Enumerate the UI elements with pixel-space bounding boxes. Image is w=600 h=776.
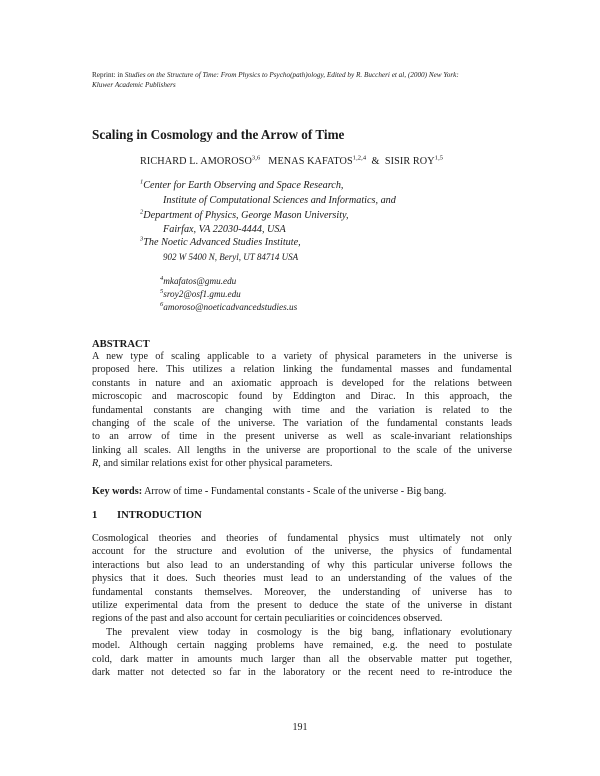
abstract-line: changing of the scale of the universe. The variation of the fundamental constants leads	[92, 418, 512, 430]
body-line: Cosmological theories and theories of fundamental physics must ultimately not only	[92, 533, 512, 544]
body-line: interactions but also lead to an understanding of why this particular universe follows the	[92, 559, 512, 571]
affiliation-line: Fairfax, VA 22030-4444, USA	[163, 224, 286, 235]
section-heading	[92, 510, 202, 521]
abstract-line: A new type of scaling applicable to a variety of physical parameters in the universe is	[92, 351, 512, 362]
email-line	[160, 302, 297, 312]
body-line: fundamental constants themselves. Moreover, the understanding of universe has to	[92, 586, 512, 598]
email-sup: 6	[160, 300, 164, 308]
email-address: amoroso@noeticadvancedstudies.us	[163, 302, 298, 312]
affiliation-text: The Noetic Advanced Studies Institute,	[143, 237, 301, 248]
affiliation-line: 902 W 5400 N, Beryl, UT 84714 USA	[163, 252, 299, 262]
body-line: model. Although certain nagging problems have remained, e.g. the need to postulate	[92, 640, 512, 652]
intro-paragraph	[92, 532, 512, 626]
affiliation-sup: 1	[140, 178, 144, 186]
affiliation-sup: 2	[140, 208, 144, 216]
affiliation	[140, 210, 349, 221]
keywords	[92, 486, 446, 497]
abstract-line: linking all scales. All lengths in the universe are proportional to the scale of the universe	[92, 444, 512, 456]
body-line: regions of the past and also account for certain peculiarities or coincidences observed.	[92, 613, 443, 625]
abstract-line: to an arrow of time in the present universe as well as scale-invariant relationships	[92, 431, 512, 443]
body-line: account for the structure and evolution of the universe, the physics of fundamental	[92, 546, 512, 558]
author-name: MENAS KAFATOS	[268, 156, 353, 167]
body-line: utilize experimental data from the present to deduce the state of the universe in distant	[92, 600, 512, 612]
author-name: RICHARD L. AMOROSO	[140, 156, 252, 167]
abstract-line: microscopic and macroscopic found by Eddington and Dirac. In this approach, the	[92, 391, 512, 403]
email-address: mkafatos@gmu.edu	[163, 276, 237, 286]
email-line	[160, 276, 236, 286]
affiliation	[140, 237, 301, 248]
abstract-line: fundamental constants are changing with time and the variation is related to the	[92, 404, 512, 416]
reprint-lead: Reprint: in	[92, 71, 125, 79]
email-address: sroy2@osf1.gmu.edu	[163, 289, 241, 299]
reprint-note	[92, 70, 512, 90]
affiliation-text: Department of Physics, George Mason University,	[143, 210, 349, 221]
author-list	[140, 156, 443, 167]
keywords-label: Key words:	[92, 486, 143, 497]
abstract-line: constants in nature and an axiomatic approach is developed for the relations between	[92, 377, 512, 389]
abstract-line: proposed here. This utilizes a relation linking the fundamental masses and fundamental	[92, 364, 512, 376]
affiliation	[140, 180, 343, 191]
author-separator: &	[371, 156, 380, 167]
author-sup: 3,6	[251, 154, 261, 162]
abstract-heading: ABSTRACT	[92, 339, 150, 350]
body-line: The prevalent view today in cosmology is the big bang, inflationary evolutionary	[106, 627, 512, 638]
section-title: INTRODUCTION	[117, 510, 202, 521]
reprint-publisher: Kluwer Academic Publishers	[92, 81, 176, 89]
body-line: cold, dark matter in amounts much larger than all the observable matter put together,	[92, 653, 512, 665]
keyword-separator: -	[204, 486, 209, 497]
author-sup: 1,2,4	[352, 154, 367, 162]
body-line: physics that it does. Such theories must lead to an understanding of the values of the	[92, 573, 512, 585]
page-number: 191	[292, 722, 308, 733]
keyword: Arrow of time	[142, 486, 205, 497]
abstract-line	[92, 457, 512, 470]
author-sup: 1,5	[434, 154, 444, 162]
keyword: Fundamental constants - Scale of the universe - Big bang.	[208, 486, 447, 497]
author-name: SISIR ROY	[384, 156, 435, 167]
email-sup: 5	[160, 287, 164, 295]
scale-symbol: R	[92, 458, 99, 470]
reprint-source: Studies on the Structure of Time: From Physics to Psycho(path)ology, Edited by R. Buccheri et al, (2000) New York:	[124, 71, 459, 79]
abstract-line-text: , and similar relations exist for other physical parameters.	[98, 458, 333, 470]
paper-title: Scaling in Cosmology and the Arrow of Time	[92, 127, 345, 142]
email-line	[160, 289, 241, 299]
body-line: dark matter not detected so far in the laboratory or the recent need to re-introduce the	[92, 667, 512, 679]
affiliation-line: Institute of Computational Sciences and Informatics, and	[163, 195, 396, 206]
abstract-body	[92, 350, 512, 471]
affiliation-text: Center for Earth Observing and Space Research,	[143, 180, 344, 191]
intro-paragraph	[92, 626, 512, 680]
affiliation-sup: 3	[140, 235, 144, 243]
section-number: 1	[92, 510, 98, 521]
email-sup: 4	[160, 274, 164, 282]
